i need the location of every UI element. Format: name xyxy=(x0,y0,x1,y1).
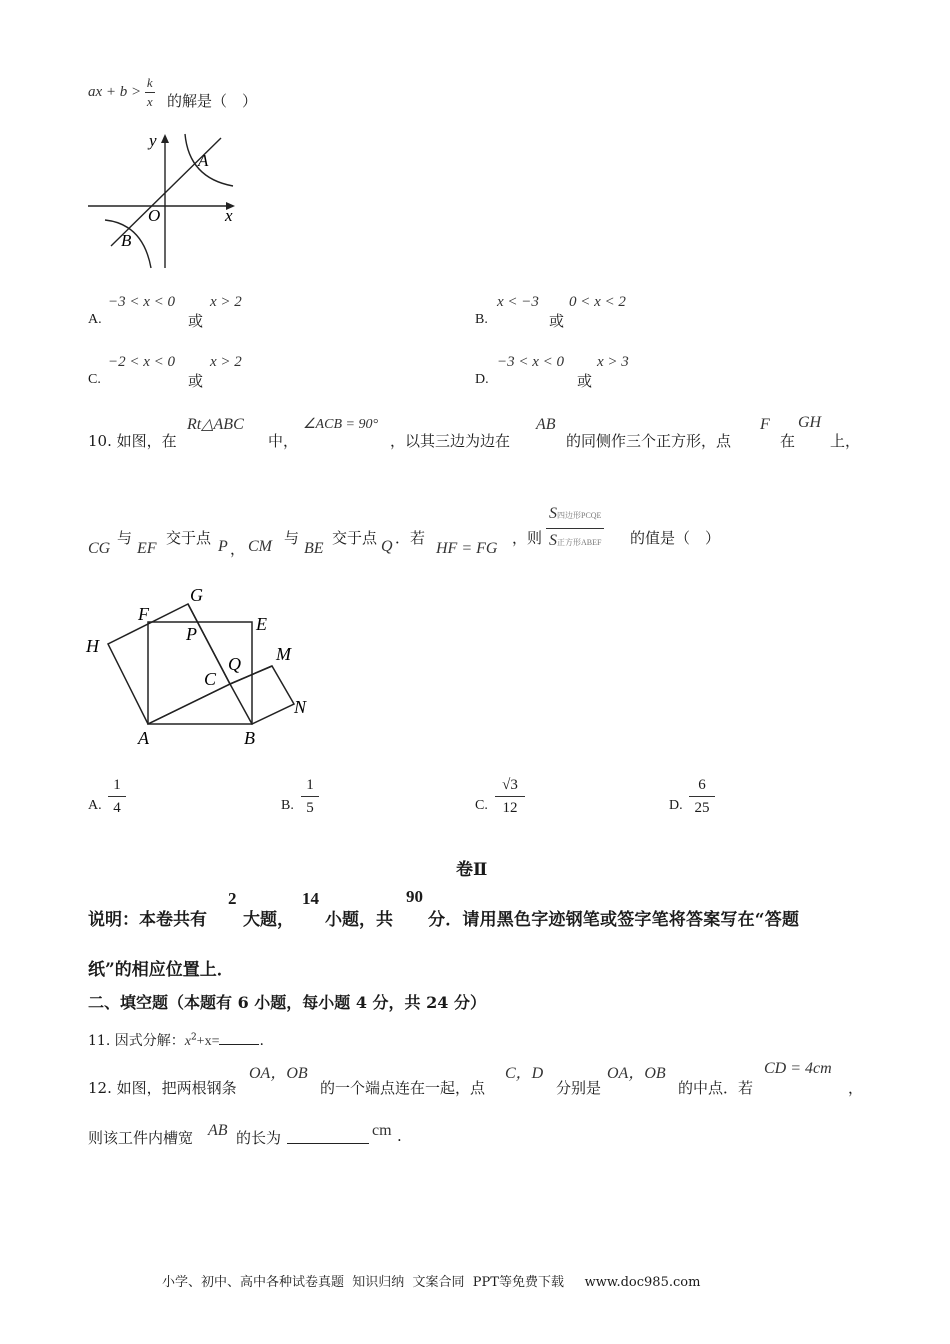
part2-desc-2: 大题， xyxy=(243,910,294,930)
part2-total-score: 90 xyxy=(406,887,423,906)
q10-figure xyxy=(82,582,322,752)
q9-figure xyxy=(85,128,245,273)
q12-math-ab: AB xyxy=(208,1122,228,1139)
q12-math-c-d: C，D xyxy=(505,1065,544,1082)
q10-math-p: P xyxy=(218,538,228,555)
label-b: B xyxy=(121,231,132,250)
q10-text-2: 中， xyxy=(268,432,299,450)
q12-text-7: 的长为 xyxy=(236,1129,282,1147)
q12-text-5: ， xyxy=(848,1079,864,1097)
part2-desc-1: 说明：本卷共有 xyxy=(88,910,207,930)
q12-text-6: 则该工件内槽宽 xyxy=(88,1129,194,1147)
q12-answer-blank[interactable] xyxy=(287,1143,369,1144)
q12-text-3: 分别是 xyxy=(556,1079,602,1097)
q10-c-num: √3 xyxy=(495,774,525,797)
q10-math-hf: HF = FG xyxy=(436,540,498,557)
q10-math-angle: ∠ACB = 90° xyxy=(303,417,379,432)
q10-math-gh: GH xyxy=(798,414,822,431)
label-h: H xyxy=(86,636,99,656)
q10-text-5: 在 xyxy=(780,432,796,450)
label-m: M xyxy=(276,644,291,664)
q10-line2-6: ．若 xyxy=(395,529,426,547)
line-ac xyxy=(148,684,230,724)
label-y: y xyxy=(149,131,157,150)
part2-desc-4: 分．请用黑色字迹钢笔或签字笔将答案写在“答题 xyxy=(428,910,800,930)
q10-math-ab: AB xyxy=(536,416,556,433)
q11-answer-blank[interactable] xyxy=(219,1044,259,1045)
q10-text-3: ，以其三边为边在 xyxy=(390,432,511,450)
q10-line2-7: ，则 xyxy=(512,529,543,547)
q10-line2-4: 与 xyxy=(284,529,300,547)
label-a: A xyxy=(138,728,149,748)
q10-line2-2: 交于点 xyxy=(166,529,212,547)
q10-math-f: F xyxy=(760,416,770,433)
section-fill-in: 二、填空题（本题有 6 小题，每小题 4 分，共 24 分） xyxy=(88,993,486,1012)
part2-desc-5: 纸”的相应位置上． xyxy=(88,960,234,980)
q12-text-1: 12. 如图，把两根钢条 xyxy=(88,1079,237,1097)
label-f: F xyxy=(138,604,149,624)
y-arrow xyxy=(161,134,169,143)
hyperbola-right xyxy=(185,134,233,186)
q10-math-rt: Rt△ABC xyxy=(187,416,244,433)
q10-math-ef: EF xyxy=(137,540,157,557)
q10-line2-1: 与 xyxy=(117,529,133,547)
q10-d-num: 6 xyxy=(689,774,715,797)
label-p: P xyxy=(186,624,197,644)
label-o: O xyxy=(148,206,161,225)
q10-b-den: 5 xyxy=(306,800,314,816)
q10-math-be: BE xyxy=(304,540,324,557)
q10-text-6: 上， xyxy=(830,432,861,450)
q12-unit: cm xyxy=(372,1122,392,1139)
q10-c-den: 12 xyxy=(502,800,518,816)
q10-a-num: 1 xyxy=(108,774,126,797)
q12-text-4: 的中点．若 xyxy=(678,1079,754,1097)
part2-title: 卷Ⅱ xyxy=(456,860,488,880)
q10-a-den: 4 xyxy=(113,800,121,816)
q10-line2-3: ， xyxy=(230,540,246,558)
label-e: E xyxy=(256,614,267,634)
q12-math-oa-ob: OA，OB xyxy=(249,1065,308,1082)
q10-math-cm: CM xyxy=(248,538,272,555)
q10-text-1: 10. 如图，在 xyxy=(88,432,177,450)
part2-count-sections: 2 xyxy=(228,889,237,908)
part2-desc-3: 小题，共 xyxy=(325,910,393,930)
label-x: x xyxy=(225,206,233,225)
q10-math-q: Q xyxy=(381,538,393,555)
label-c: C xyxy=(204,669,217,689)
q10-area-fraction: S四边形PCQE S正方形ABEF xyxy=(546,502,604,555)
q12-math-oa-ob-2: OA，OB xyxy=(607,1065,666,1082)
label-q: Q xyxy=(228,654,241,674)
part2-count-questions: 14 xyxy=(302,889,319,908)
q10-line2-8: 的值是（ ） xyxy=(630,529,721,547)
footer: 小学、初中、高中各种试卷真题 知识归纳 文案合同 PPT等免费下载 www.doc985.com xyxy=(162,1275,701,1290)
q9-stem-suffix: 的解是（ ） xyxy=(167,92,258,110)
q11: 11. 因式分解：$x^2+x=$ . xyxy=(88,1032,264,1049)
q10-b-num: 1 xyxy=(301,774,319,797)
q9-stem-math: ax + b > $\frac{k}{x}$ xyxy=(88,75,153,109)
q10-line2-5: 交于点 xyxy=(332,529,378,547)
label-g: G xyxy=(190,585,203,605)
q12-text-2: 的一个端点连在一起，点 xyxy=(320,1079,486,1097)
label-a: A xyxy=(198,151,209,170)
q12-end: . xyxy=(397,1127,402,1145)
label-b: B xyxy=(244,728,255,748)
q10-text-4: 的同侧作三个正方形，点 xyxy=(566,432,732,450)
q12-math-cd: CD = 4cm xyxy=(764,1060,832,1077)
square-bc xyxy=(230,666,294,724)
q10-math-cg: CG xyxy=(88,540,111,557)
label-n: N xyxy=(294,697,307,717)
q10-d-den: 25 xyxy=(694,800,710,816)
